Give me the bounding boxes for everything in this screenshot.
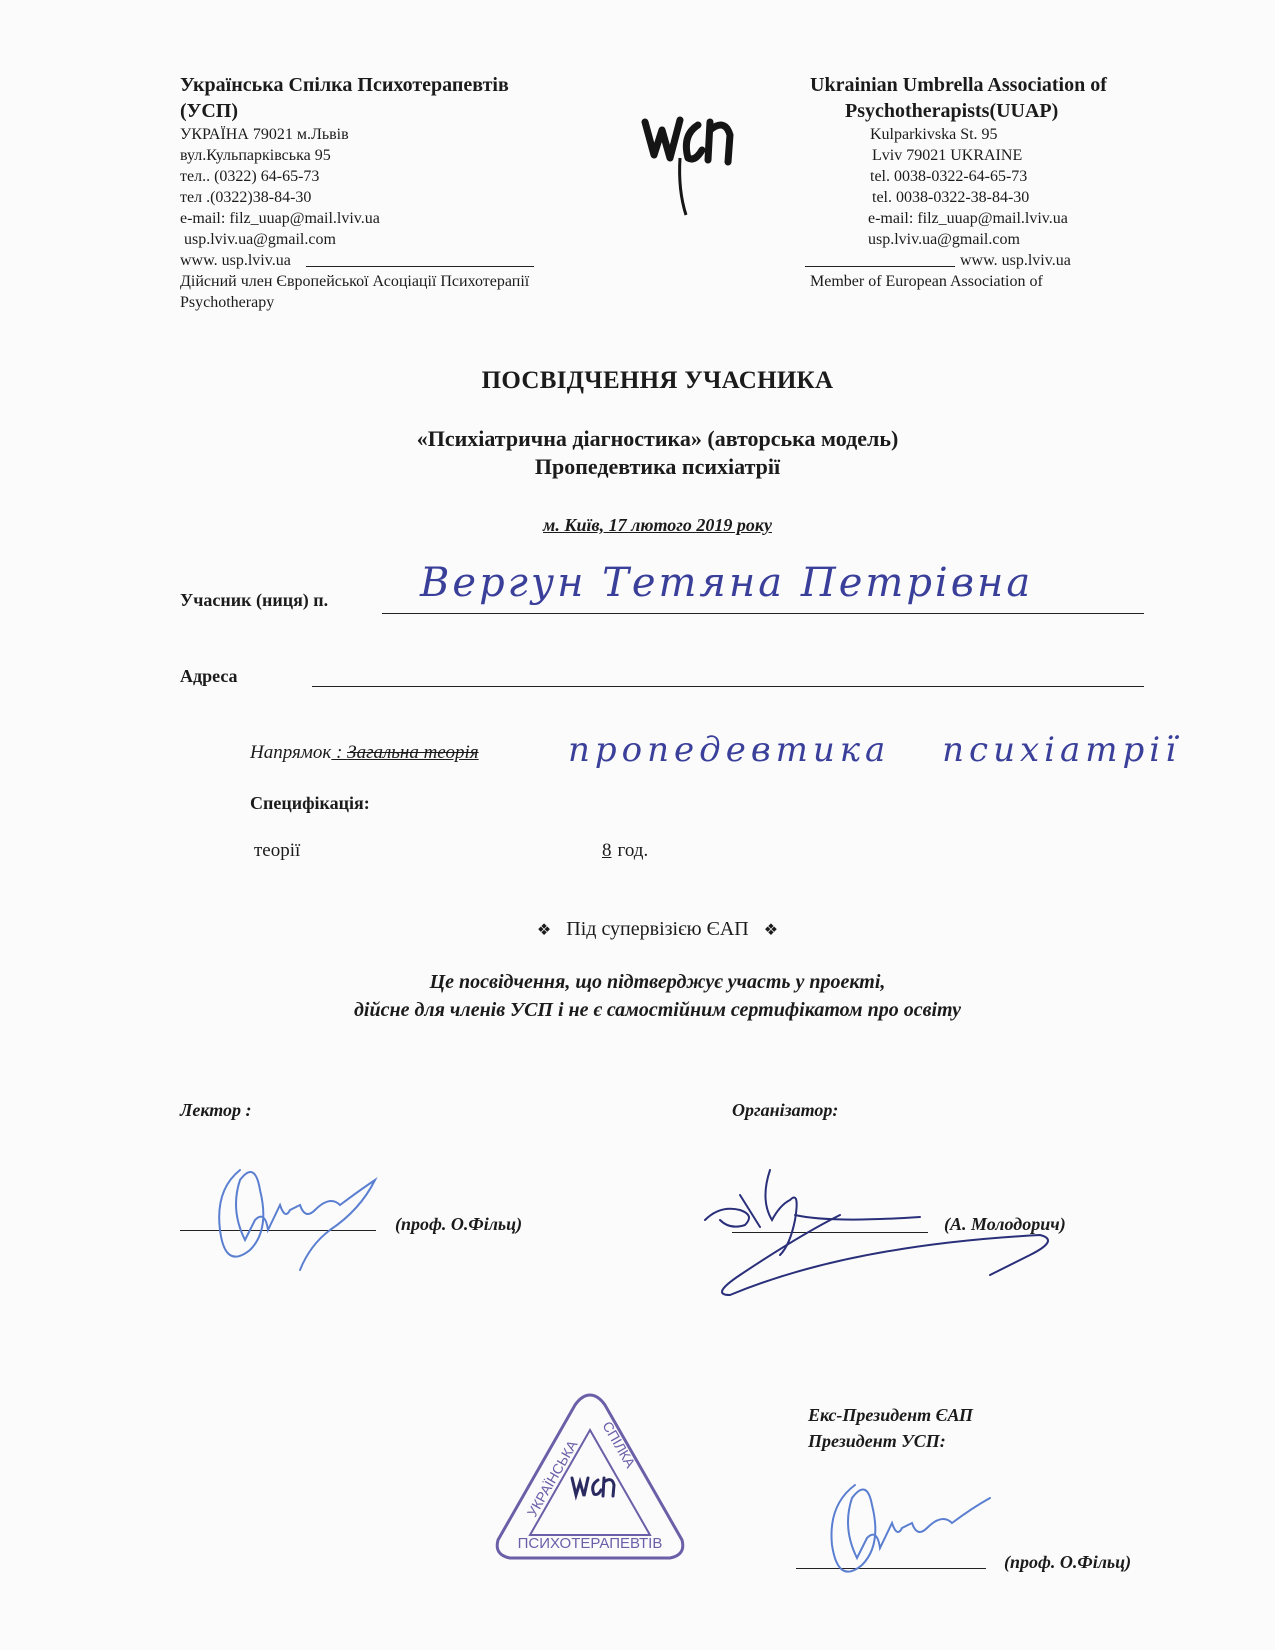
organizer-signature-icon — [700, 1165, 1080, 1305]
header-right — [810, 72, 1150, 292]
organizer-name: (А. Молодорич) — [944, 1214, 1066, 1234]
specification-label: Специфікація: — [250, 793, 370, 813]
hours-row — [580, 840, 648, 862]
contact-line: e-mail: filz_uuap@mail.lviv.ua — [180, 210, 380, 227]
hours-unit: год. — [617, 840, 649, 861]
address-label: Адреса — [180, 666, 238, 686]
supervision-row — [0, 918, 1275, 941]
contact-line: www. usp.lviv.ua — [180, 252, 291, 269]
stamp-top-left-text: УКРАЇНСЬКА — [523, 1437, 581, 1520]
contact-line: tel. 0038-0322-64-65-73 — [870, 168, 1028, 185]
course-title: «Психіатрична діагностика» (авторська модель) — [416, 426, 899, 451]
header-left — [180, 72, 600, 313]
contact-line: Lviv 79021 UKRAINE — [872, 147, 1023, 164]
contact-line: tel. 0038-0322-38-84-30 — [872, 189, 1030, 206]
contact-line: e-mail: filz_uuap@mail.lviv.ua — [868, 210, 1068, 227]
participant-label: Учасник (ниця) п. — [180, 590, 329, 610]
direction-handwritten: пропедевтика психіатрії — [568, 730, 1182, 770]
participant-name-handwritten: Вергун Тетяна Петрівна — [420, 560, 1034, 606]
ornament-icon: ❖ — [536, 920, 552, 939]
direction-separator: : — [331, 742, 348, 763]
contact-line: Дійсний член Європейської Асоціації Психотерапії — [180, 273, 530, 290]
specification-item: теорії — [254, 840, 301, 861]
direction-struck-value: Загальна теорія — [347, 742, 479, 763]
contact-line: Psychotherapy — [180, 294, 275, 311]
stamp-bottom-text: ПСИХОТЕРАПЕВТІВ — [517, 1535, 663, 1552]
association-stamp — [490, 1390, 690, 1570]
page-title: ПОСВІДЧЕННЯ УЧАСНИКА — [481, 367, 834, 394]
contact-line: тел .(0322)38-84-30 — [180, 189, 312, 206]
org-name-ua-line1: Українська Спілка Психотерапевтів — [180, 74, 509, 96]
organizer-label: Організатор: — [732, 1100, 839, 1120]
supervision-text: Під супервізією ЄАП — [566, 918, 749, 940]
president-block — [808, 1402, 973, 1454]
contact-line: usp.lviv.ua@gmail.com — [180, 231, 336, 248]
contact-line: www. usp.lviv.ua — [960, 252, 1071, 269]
direction-label: Напрямок — [250, 742, 332, 763]
org-name-en-line2: Psychotherapists(UUAP) — [845, 100, 1059, 122]
hours-value: 8 — [602, 840, 612, 861]
lecturer-name: (проф. О.Фільц) — [395, 1214, 523, 1234]
lecturer-label: Лектор : — [180, 1100, 252, 1120]
contact-line: тел.. (0322) 64-65-73 — [180, 168, 320, 185]
course-subtitle: Пропедевтика психіатрії — [534, 454, 781, 479]
note-line-2: дійсне для членів УСП і не є самостійним сертифікатом про освіту — [353, 999, 961, 1021]
direction-row — [250, 742, 479, 764]
contact-line: УКРАЇНА 79021 м.Львів — [180, 126, 349, 143]
stamp-top-right-text: СПІЛКА — [599, 1418, 639, 1471]
president-line1: Екс-Президент ЄАП — [808, 1405, 974, 1425]
contact-line: Member of European Association of — [810, 273, 1043, 290]
ornament-icon: ❖ — [763, 920, 779, 939]
org-name-en-line1: Ukrainian Umbrella Association of — [810, 74, 1107, 96]
contact-line: вул.Кульпарківська 95 — [180, 147, 331, 164]
contact-line: usp.lviv.ua@gmail.com — [868, 231, 1020, 248]
president-line2: Президент УСП: — [808, 1431, 946, 1451]
contact-line: Kulparkivska St. 95 — [870, 126, 998, 143]
date-place: м. Київ, 17 лютого 2019 року — [543, 515, 772, 535]
usp-logo-icon — [640, 100, 740, 220]
lecturer-signature-icon — [210, 1150, 410, 1290]
president-signature-icon — [820, 1470, 1020, 1610]
org-name-ua-line2: (УСП) — [180, 100, 238, 122]
note-line-1: Це посвідчення, що підтверджує участь у проекті, — [429, 971, 886, 993]
president-name: (проф. О.Фільц) — [1004, 1552, 1132, 1572]
